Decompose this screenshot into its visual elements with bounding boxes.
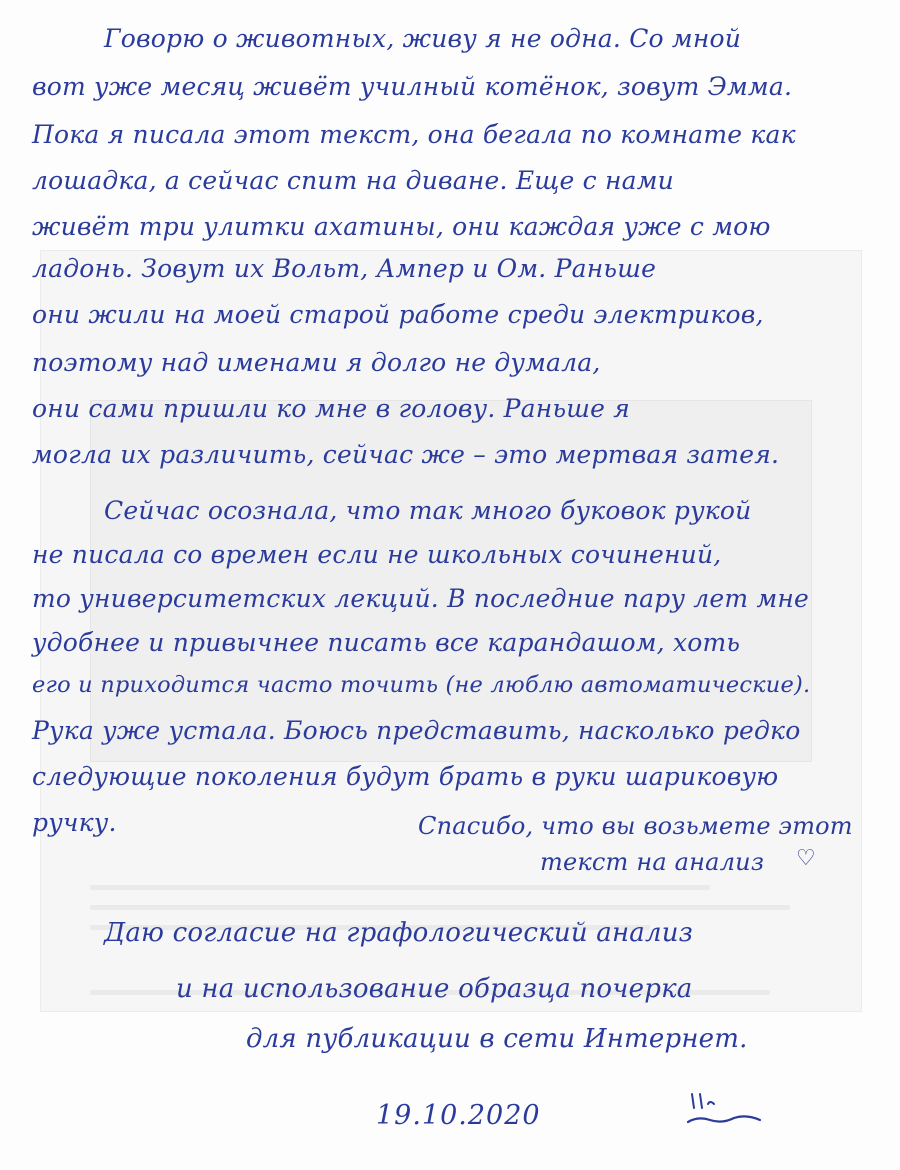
paragraph1-line-4: лошадка, а сейчас спит на диване. Еще с нами <box>32 166 674 195</box>
consent-line-2: и на использование образца почерка <box>176 974 693 1004</box>
paragraph2-line-2: не писала со времен если не школьных сочинений, <box>32 540 722 569</box>
date: 19.10.2020 <box>376 1100 541 1131</box>
paragraph2-line-3: то университетских лекций. В последние пару лет мне <box>32 584 810 613</box>
paragraph1-line-7: они жили на моей старой работе среди электриков, <box>32 300 764 329</box>
signoff-line-2: текст на анализ <box>540 848 765 876</box>
paragraph2-line-1: Сейчас осознала, что так много буковок рукой <box>104 496 752 525</box>
paragraph1-line-5: живёт три улитки ахатины, они каждая уже с мою <box>32 212 771 241</box>
heart-icon: ♡ <box>796 846 816 871</box>
reverse-side-print-line <box>90 885 710 890</box>
paragraph2-line-5: его и приходится часто точить (не люблю автоматические). <box>32 672 811 698</box>
consent-line-3: для публикации в сети Интернет. <box>246 1024 748 1054</box>
paragraph2-line-6: Рука уже устала. Боюсь представить, насколько редко <box>32 716 801 745</box>
reverse-side-print-line <box>90 905 790 910</box>
paragraph2-line-7: следующие поколения будут брать в руки шариковую <box>32 762 779 791</box>
paragraph2-line-8: ручку. <box>32 808 117 837</box>
paragraph1-line-10: могла их различить, сейчас же – это мертвая затея. <box>32 440 780 469</box>
paragraph2-line-4: удобнее и привычнее писать все карандашом, хоть <box>32 628 741 657</box>
paragraph1-line-1: Говорю о животных, живу я не одна. Со мной <box>104 24 742 53</box>
paragraph1-line-8: поэтому над именами я долго не думала, <box>32 348 601 377</box>
consent-line-1: Даю согласие на графологический анализ <box>104 918 694 948</box>
paragraph1-line-9: они сами пришли ко мне в голову. Раньше я <box>32 394 631 423</box>
signature-scribble <box>684 1084 764 1134</box>
signoff-line-1: Спасибо, что вы возьмете этот <box>418 812 853 840</box>
paragraph1-line-6: ладонь. Зовут их Вольт, Ампер и Ом. Раньше <box>32 254 657 283</box>
paragraph1-line-3: Пока я писала этот текст, она бегала по комнате как <box>32 120 796 149</box>
paragraph1-line-2: вот уже месяц живёт училный котёнок, зовут Эмма. <box>32 72 793 101</box>
